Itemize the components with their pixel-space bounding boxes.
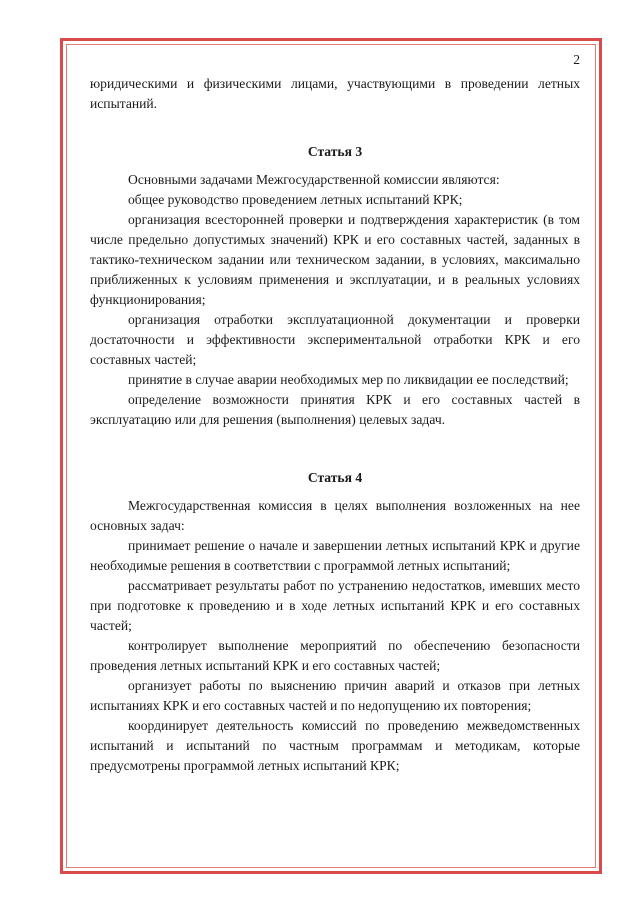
page-number: 2 [573, 52, 580, 67]
article-4-paragraph: рассматривает результаты работ по устранению недостатков, имевших место при подготовке к проведению и в ходе летных испытаний КРК и его составных частей; [90, 578, 580, 633]
article-4-paragraph: координирует деятельность комиссий по проведению межведомственных испытаний и испытаний по частным программам и методикам, которые предусмотрены программой летных испытаний КРК; [90, 718, 580, 773]
article-4-paragraph: принимает решение о начале и завершении летных испытаний КРК и другие необходимые решения в соответствии с программой летных испытаний; [90, 538, 580, 573]
article-4-paragraph: контролирует выполнение мероприятий по обеспечению безопасности проведения летных испытаний КРК и его составных частей; [90, 638, 580, 673]
intro-paragraph: юридическими и физическими лицами, участвующими в проведении летных испытаний. [90, 76, 580, 111]
article-4-title: Статья 4 [307, 470, 363, 485]
article-3-title: Статья 3 [307, 144, 363, 159]
article-3-paragraph: общее руководство проведением летных испытаний КРК; [128, 192, 463, 207]
document-content [90, 50, 580, 776]
article-4-paragraph: организует работы по выяснению причин аварий и отказов при летных испытаниях КРК и его составных частей и по недопущению их повторения; [90, 678, 580, 713]
article-3-paragraph: принятие в случае аварии необходимых мер по ликвидации ее последствий; [128, 372, 569, 387]
article-3-paragraph: Основными задачами Межгосударственной комиссии являются: [128, 172, 500, 187]
article-4-paragraph: Межгосударственная комиссия в целях выполнения возложенных на нее основных задач: [90, 498, 580, 533]
article-3-paragraph: определение возможности принятия КРК и его составных частей в эксплуатацию или для решения (выполнения) целевых задач. [90, 392, 580, 427]
article-3-paragraph: организация отработки эксплуатационной документации и проверки достаточности и эффективности экспериментальной отработки КРК и его составных частей; [90, 312, 580, 367]
article-3-paragraph: организация всесторонней проверки и подтверждения характеристик (в том числе предельно допустимых значений) КРК и его составных частей, заданных в тактико-техническом задании или техническом задании, в условиях, максимально приближенных к условиям применения и эксплуатации, и в реальных условиях функционирования; [90, 212, 580, 307]
